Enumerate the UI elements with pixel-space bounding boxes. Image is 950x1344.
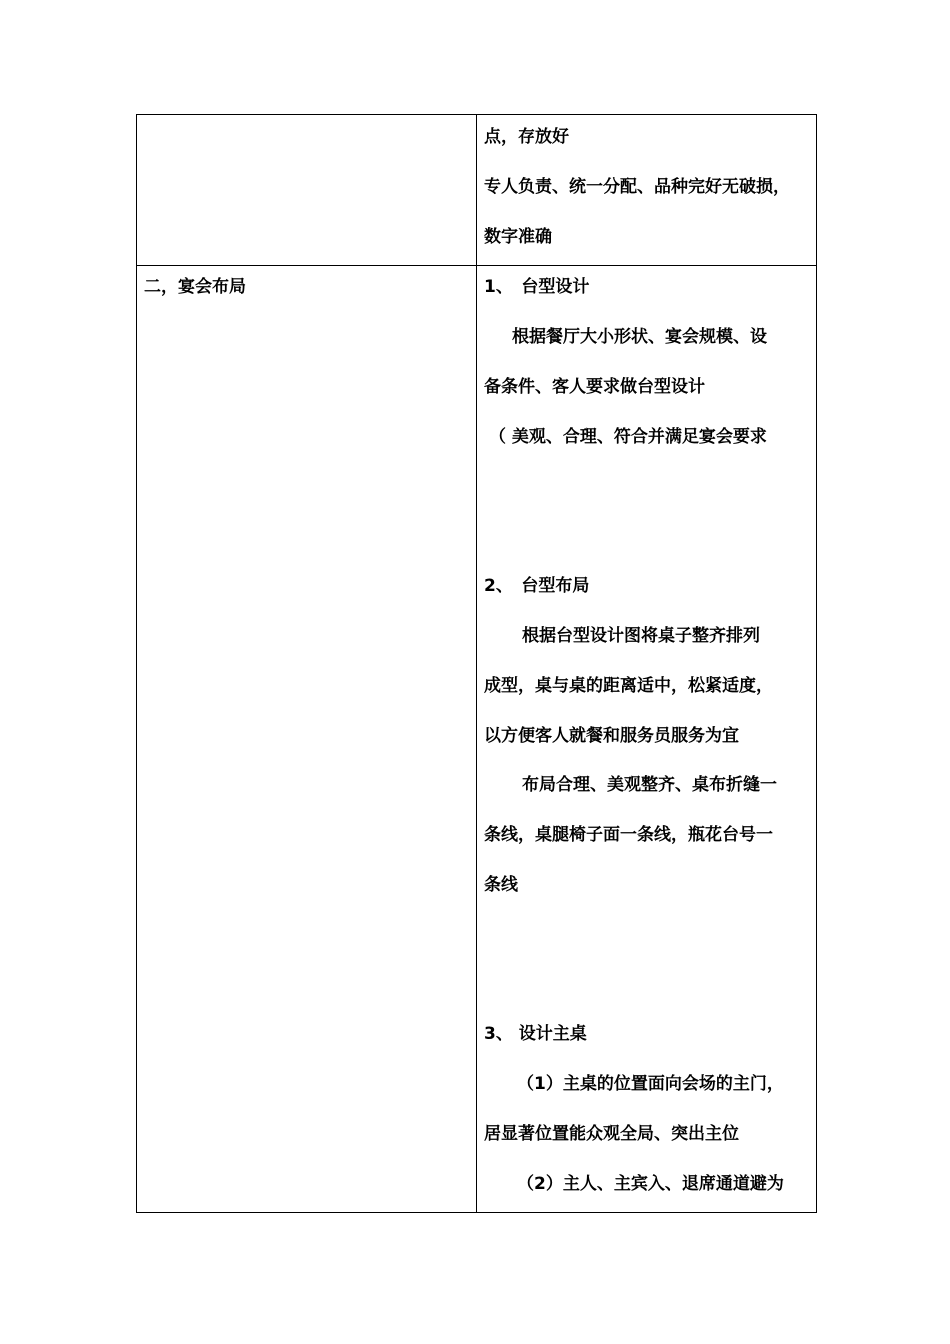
table-row [137, 266, 816, 1212]
section-heading: 二，宴会布局 [144, 277, 246, 297]
list-heading: 2、 台型布局 [484, 576, 590, 596]
list-heading: 1、 台型设计 [484, 277, 590, 297]
cell-text-line: 根据台型设计图将桌子整齐排列 [522, 626, 760, 646]
table-row [137, 115, 816, 266]
cell-text-line: 数字准确 [484, 227, 552, 247]
cell-text-line: 居显著位置能众观全局、突出主位 [484, 1124, 739, 1144]
cell-text-line: 以方便客人就餐和服务员服务为宜 [484, 726, 739, 746]
cell-text-line: （1）主桌的位置面向会场的主门， [517, 1074, 784, 1094]
cell-text-line: （2）主人、主宾入、退席通道避为 [517, 1174, 784, 1194]
cell-text-line: 布局合理、美观整齐、桌布折缝一 [522, 775, 777, 795]
cell-text-line: 条线 [484, 875, 518, 895]
cell-text-line: 根据餐厅大小形状、宴会规模、设 [512, 327, 767, 347]
cell-text-line: 成型，桌与桌的距离适中，松紧适度， [484, 676, 773, 696]
cell-text-line: （ 美观、合理、符合并满足宴会要求 [489, 427, 767, 447]
cell-text-line: 专人负责、统一分配、品种完好无破损， [484, 177, 790, 197]
cell-text-line: 备条件、客人要求做台型设计 [484, 377, 705, 397]
list-heading: 3、 设计主桌 [484, 1024, 587, 1044]
cell-text-line: 条线，桌腿椅子面一条线，瓶花台号一 [484, 825, 773, 845]
cell-text-line: 点，存放好 [484, 127, 569, 147]
content-table [136, 114, 817, 1213]
